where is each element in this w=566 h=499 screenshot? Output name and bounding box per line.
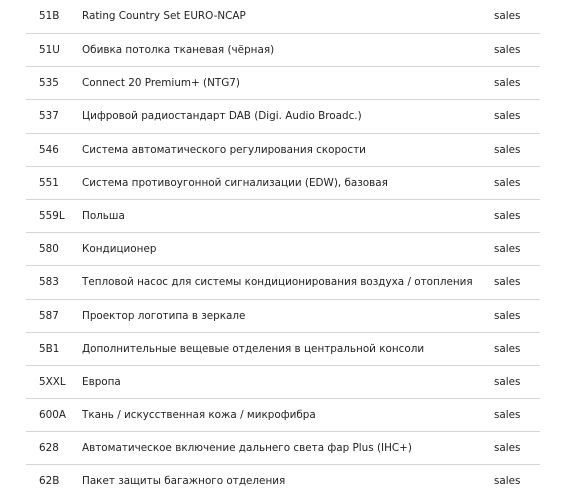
- option-source: sales: [494, 342, 521, 355]
- option-description: Европа: [82, 375, 121, 388]
- option-source: sales: [494, 77, 521, 90]
- option-code: 535: [39, 77, 59, 90]
- option-source: sales: [494, 243, 521, 256]
- table-row: [26, 34, 540, 67]
- option-description: Польша: [82, 209, 125, 222]
- table-row: [26, 333, 540, 366]
- table-row: [26, 432, 540, 465]
- option-source: sales: [494, 409, 521, 422]
- option-description: Система автоматического регулирования скорости: [82, 143, 366, 156]
- option-code: 559L: [39, 209, 65, 222]
- option-code: 62B: [39, 475, 60, 488]
- table-row: [26, 233, 540, 266]
- table-row: [26, 366, 540, 399]
- option-code: 5XXL: [39, 375, 66, 388]
- table-row: [26, 134, 540, 167]
- option-source: sales: [494, 375, 521, 388]
- option-code: 600A: [39, 409, 66, 422]
- table-row: [26, 200, 540, 233]
- option-description: Автоматическое включение дальнего света фар Plus (IHC+): [82, 442, 412, 455]
- option-source: sales: [494, 475, 521, 488]
- option-description: Цифровой радиостандарт DAB (Digi. Audio Broadc.): [82, 110, 362, 123]
- table-row: [26, 167, 540, 200]
- option-source: sales: [494, 44, 521, 56]
- option-description: Обивка потолка тканевая (чёрная): [82, 44, 275, 56]
- options-table: [26, 0, 540, 499]
- table-row: [26, 0, 540, 34]
- option-description: Ткань / искусственная кожа / микрофибра: [82, 409, 316, 422]
- option-source: sales: [494, 110, 521, 123]
- table-row: [26, 399, 540, 432]
- table-row: [26, 67, 540, 100]
- option-description: Дополнительные вещевые отделения в центральной консоли: [82, 342, 425, 355]
- option-code: 51U: [39, 44, 60, 56]
- option-source: sales: [494, 143, 521, 156]
- option-code: 546: [39, 143, 59, 156]
- option-code: 583: [39, 276, 59, 289]
- option-description: Тепловой насос для системы кондиционирования воздуха / отопления: [82, 276, 473, 289]
- option-description: Кондиционер: [82, 243, 157, 256]
- option-source: sales: [494, 442, 521, 455]
- option-code: 537: [39, 110, 59, 123]
- option-source: sales: [494, 10, 521, 22]
- option-code: 628: [39, 442, 59, 455]
- option-description: Connect 20 Premium+ (NTG7): [82, 77, 240, 90]
- option-code: 551: [39, 176, 59, 189]
- option-source: sales: [494, 209, 521, 222]
- option-source: sales: [494, 176, 521, 189]
- table-row: [26, 465, 540, 498]
- option-code: 51B: [39, 10, 60, 22]
- option-code: 580: [39, 243, 59, 256]
- table-row: [26, 100, 540, 133]
- option-code: 5B1: [39, 342, 60, 355]
- option-source: sales: [494, 309, 521, 322]
- option-description: Система противоугонной сигнализации (EDW), базовая: [82, 176, 388, 189]
- option-code: 587: [39, 309, 59, 322]
- option-source: sales: [494, 276, 521, 289]
- table-row: [26, 300, 540, 333]
- table-row: [26, 266, 540, 299]
- option-description: Проектор логотипа в зеркале: [82, 309, 246, 322]
- option-description: Rating Country Set EURO-NCAP: [82, 10, 246, 22]
- option-description: Пакет защиты багажного отделения: [82, 475, 286, 488]
